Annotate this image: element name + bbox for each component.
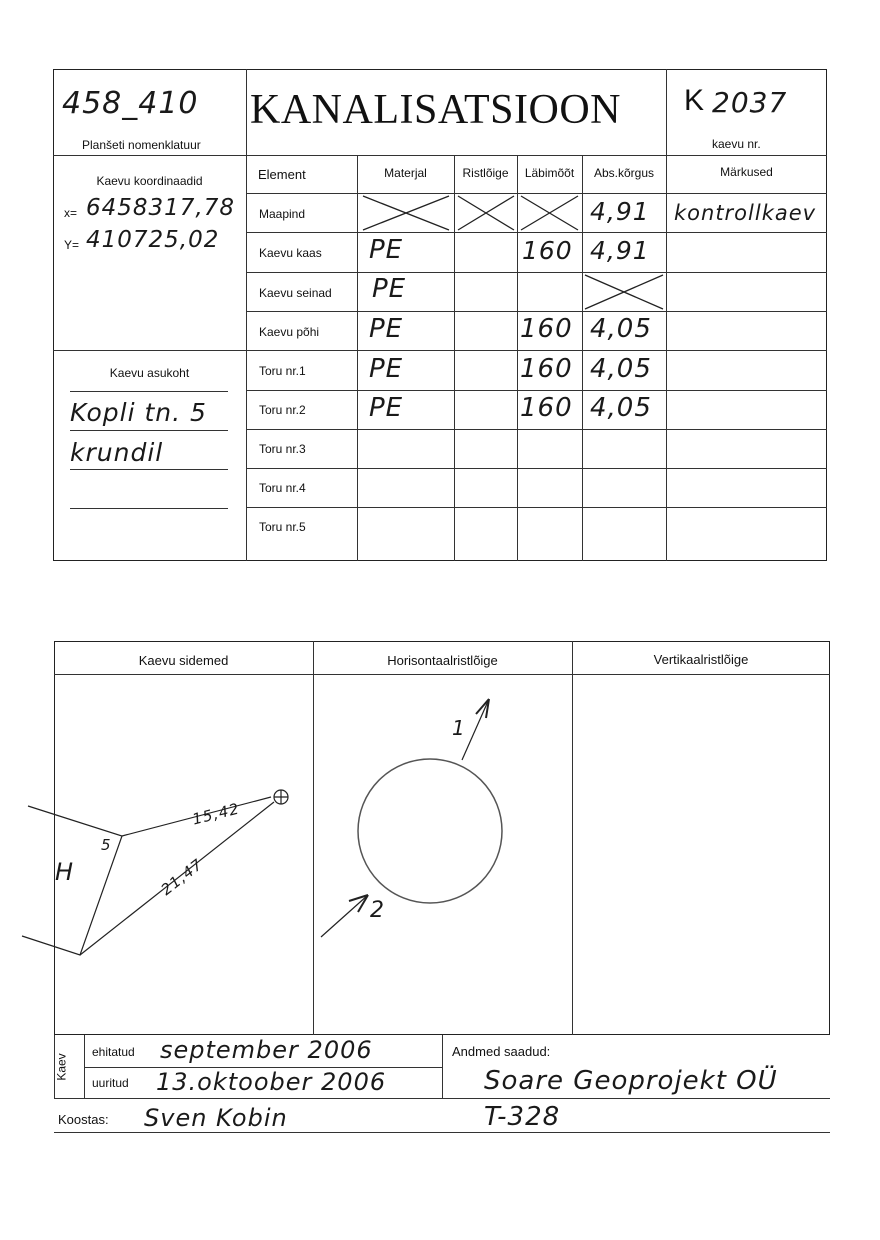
page-title: KANALISATSIOON bbox=[250, 87, 621, 133]
well-prefix: K bbox=[684, 84, 705, 117]
surveyed-label: uuritud bbox=[92, 1076, 129, 1090]
header-ristloige: Ristlõige bbox=[462, 166, 509, 180]
materjal-kaevu-pohi: PE bbox=[369, 314, 404, 344]
well-number: 2037 bbox=[712, 86, 788, 119]
house-mark: H bbox=[55, 858, 75, 886]
tie-distance-1: 15,42 bbox=[190, 799, 242, 829]
plansheet-value: 458_410 bbox=[62, 86, 199, 121]
pipe-1-label: 1 bbox=[452, 716, 466, 740]
x-label: x= bbox=[64, 206, 78, 220]
abs-toru-2: 4,05 bbox=[590, 393, 652, 423]
row-label-kaevu-kaas: Kaevu kaas bbox=[259, 246, 322, 260]
sketch-col3-header: Vertikaalristlõige bbox=[653, 652, 749, 667]
materjal-toru-2: PE bbox=[369, 393, 404, 423]
row-label-toru-2: Toru nr.2 bbox=[259, 403, 306, 417]
row-label-toru-4: Toru nr.4 bbox=[259, 481, 306, 495]
labimoot-toru-2: 160 bbox=[520, 393, 573, 423]
location-line2: krundil bbox=[70, 438, 164, 467]
labimoot-kaevu-kaas: 160 bbox=[522, 236, 573, 265]
materjal-kaevu-seinad: PE bbox=[372, 274, 407, 304]
coords-label: Kaevu koordinaadid bbox=[96, 174, 203, 188]
location-line1: Kopli tn. 5 bbox=[70, 398, 207, 427]
y-label: Y= bbox=[64, 238, 80, 252]
sketch-col1-header: Kaevu sidemed bbox=[138, 653, 229, 668]
well-label: kaevu nr. bbox=[712, 137, 761, 151]
row-label-maapind: Maapind bbox=[259, 207, 306, 221]
cross-marks bbox=[0, 0, 880, 600]
pipe-2-label: 2 bbox=[370, 898, 385, 923]
tie-distance-2: 21,47 bbox=[157, 855, 207, 899]
project-code: T-328 bbox=[484, 1102, 561, 1132]
header-abs: Abs.kõrgus bbox=[593, 166, 655, 180]
built-label: ehitatud bbox=[92, 1045, 135, 1059]
abs-maapind: 4,91 bbox=[590, 197, 650, 226]
y-value: 410725,02 bbox=[86, 227, 220, 253]
labimoot-kaevu-pohi: 160 bbox=[520, 314, 573, 344]
header-element: Element bbox=[258, 167, 306, 182]
abs-kaevu-kaas: 4,91 bbox=[590, 236, 650, 265]
data-source-label: Andmed saadud: bbox=[452, 1044, 551, 1059]
row-label-toru-3: Toru nr.3 bbox=[259, 442, 306, 456]
row-label-kaevu-pohi: Kaevu põhi bbox=[259, 325, 320, 339]
row-label-kaevu-seinad: Kaevu seinad bbox=[259, 286, 332, 300]
materjal-toru-1: PE bbox=[369, 354, 404, 384]
row-label-toru-1: Toru nr.1 bbox=[259, 364, 306, 378]
header-labimoot: Läbimõõt bbox=[524, 166, 575, 180]
well-ties-sketch bbox=[0, 600, 880, 1040]
row-label-toru-5: Toru nr.5 bbox=[259, 520, 306, 534]
abs-kaevu-pohi: 4,05 bbox=[590, 314, 652, 344]
markused-maapind: kontrollkaev bbox=[674, 201, 817, 225]
location-label: Kaevu asukoht bbox=[109, 366, 190, 380]
built-value: september 2006 bbox=[160, 1036, 373, 1064]
sketch-col2-header: Horisontaalristlõige bbox=[387, 653, 498, 668]
labimoot-toru-1: 160 bbox=[520, 354, 573, 384]
compiled-label: Koostas: bbox=[58, 1112, 109, 1127]
compiled-value: Sven Kobin bbox=[144, 1104, 288, 1132]
corner-number: 5 bbox=[101, 836, 112, 854]
materjal-kaevu-kaas: PE bbox=[369, 235, 404, 265]
surveyed-value: 13.oktoober 2006 bbox=[156, 1068, 387, 1096]
abs-toru-1: 4,05 bbox=[590, 354, 652, 384]
x-value: 6458317,78 bbox=[86, 195, 236, 221]
plansheet-label: Planšeti nomenklatuur bbox=[82, 138, 201, 152]
header-materjal: Materjal bbox=[384, 166, 427, 180]
header-markused: Märkused bbox=[720, 165, 773, 179]
kaev-label: Kaev bbox=[54, 1053, 69, 1081]
data-source-value: Soare Geoprojekt OÜ bbox=[484, 1066, 778, 1096]
